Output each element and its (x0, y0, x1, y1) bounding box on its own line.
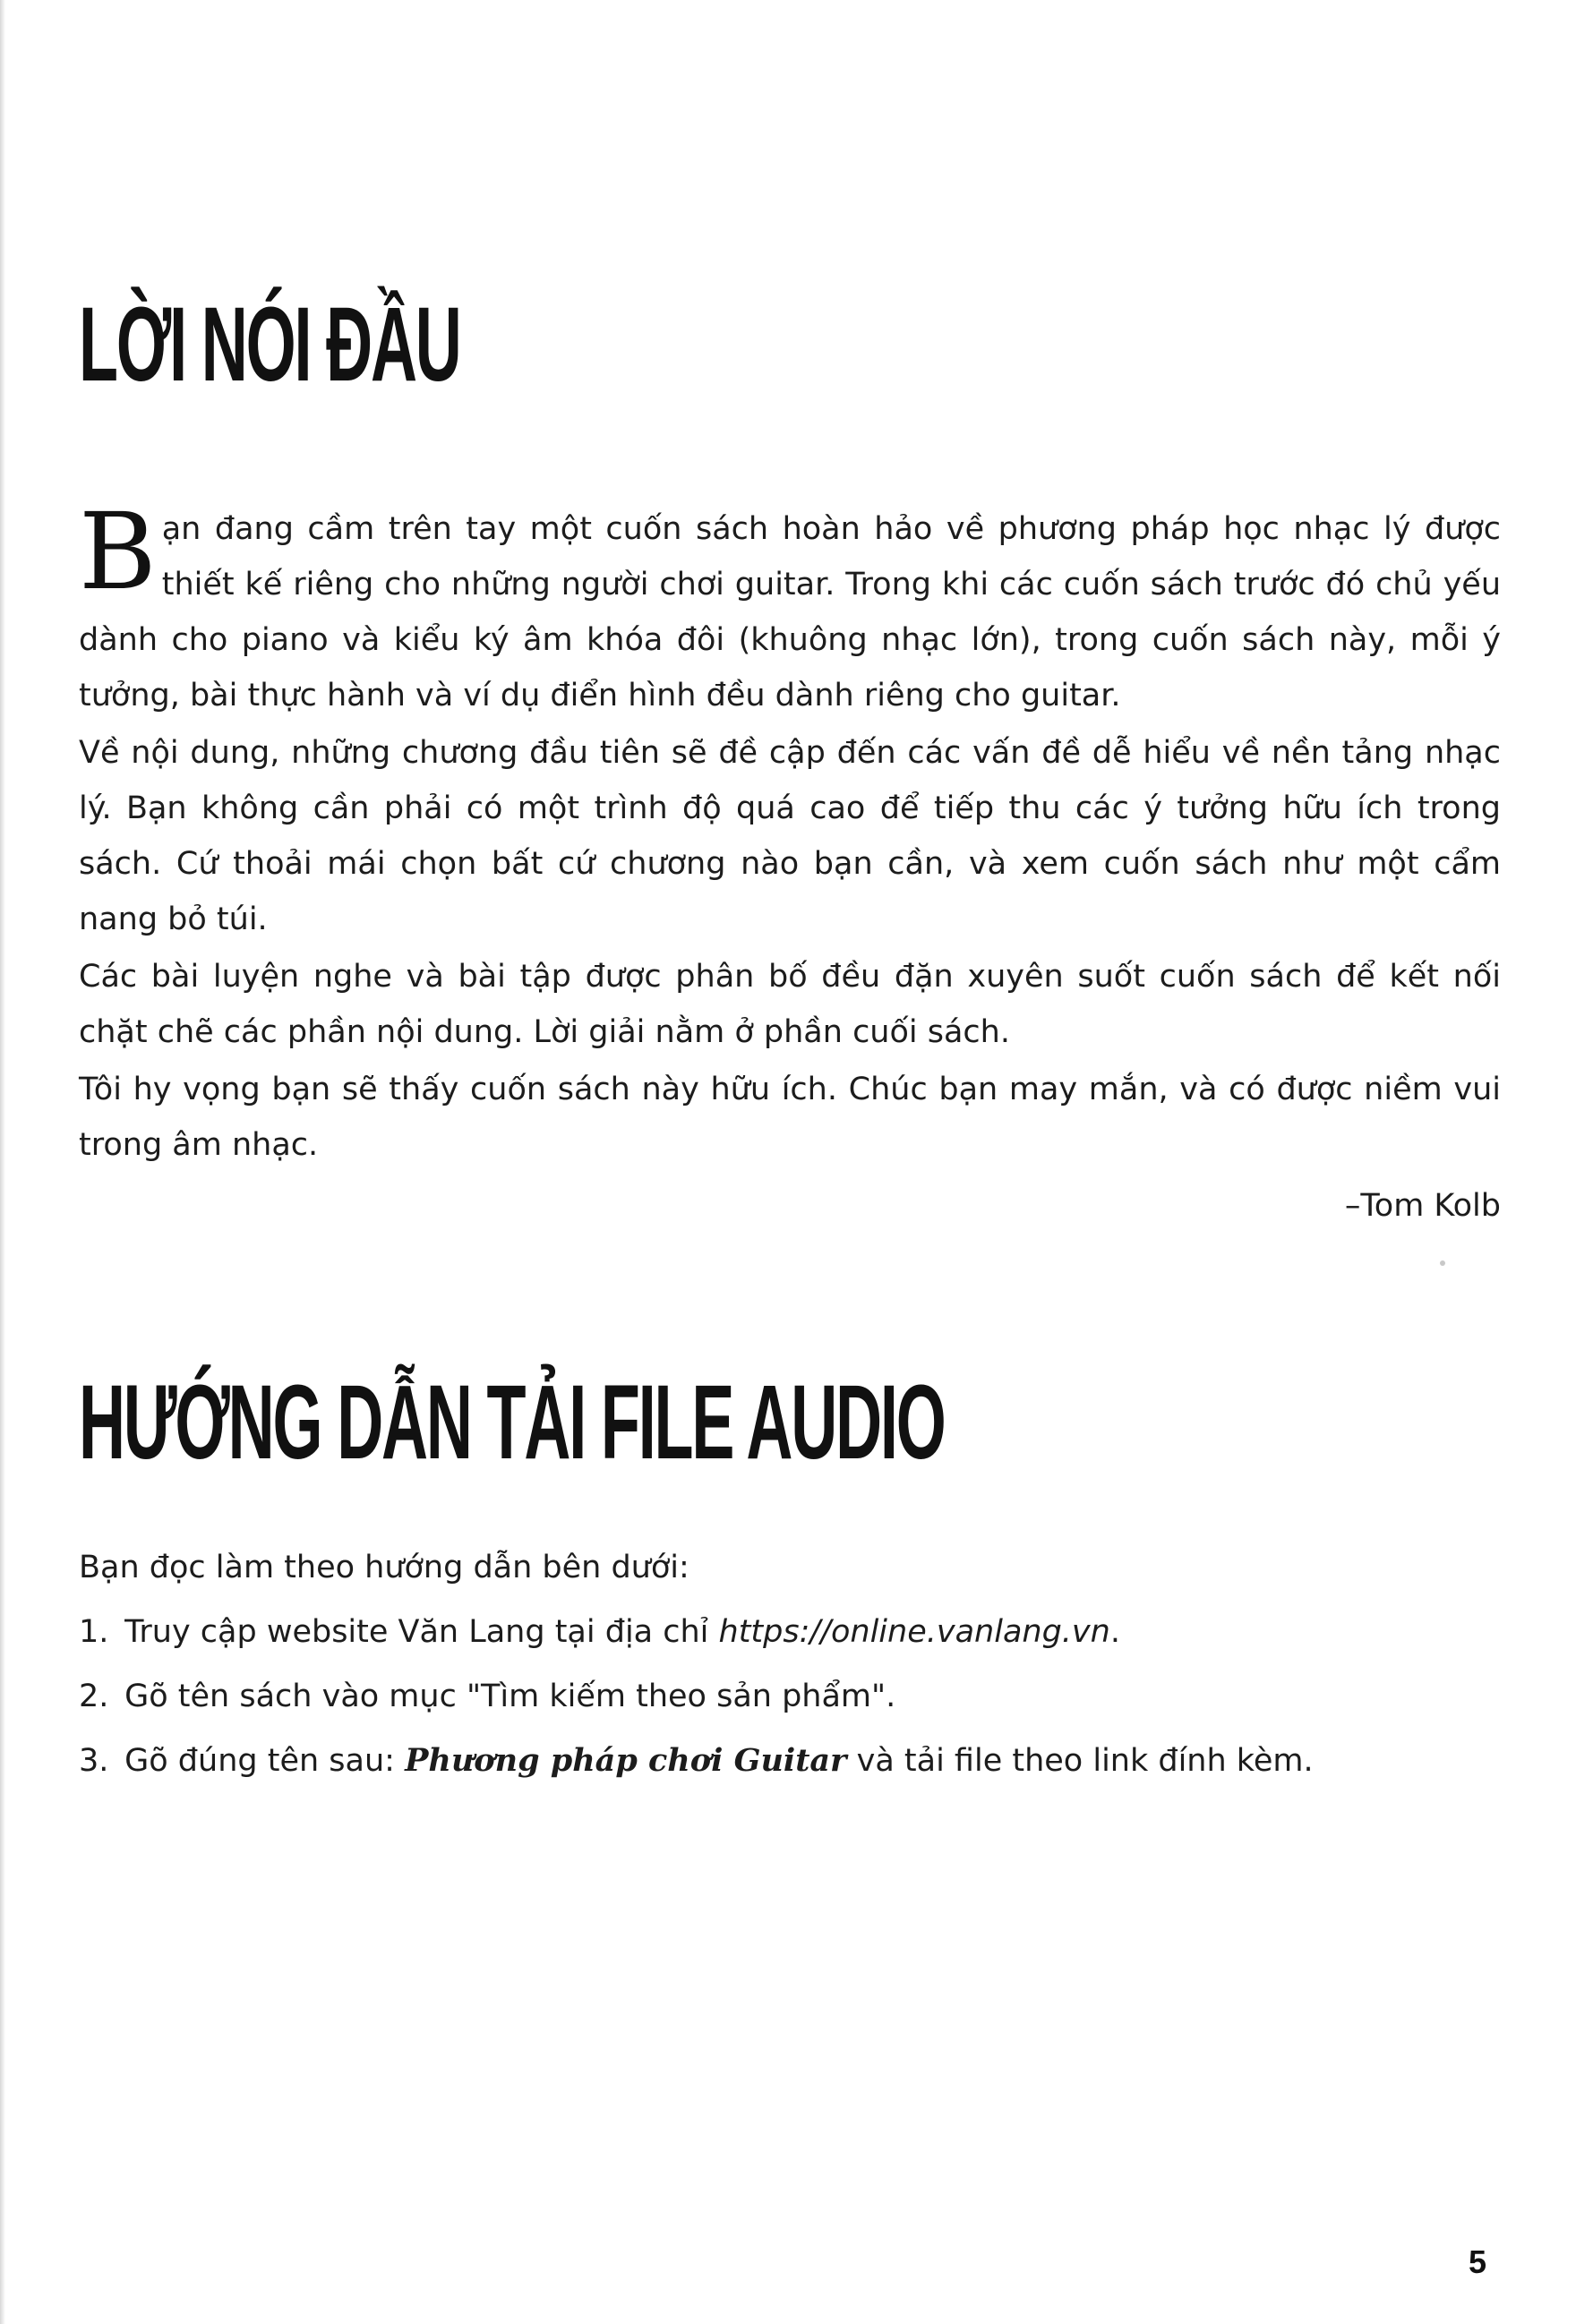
step-2-number: 2. (79, 1679, 109, 1714)
preface-paragraph-2: Về nội dung, những chương đầu tiên sẽ đề cập đến các vấn đề dễ hiểu về nền tảng nhạc lý. Bạn không cần phải có một trình độ quá cao để tiếp thu các ý tưởng hữu ích trong sách. Cứ thoải mái chọn bất cứ chương nào bạn cần, và xem cuốn sách như một cẩm nang bỏ túi. (79, 735, 1501, 937)
author-signature: –Tom Kolb (1344, 1188, 1501, 1224)
preface-paragraph-3: Các bài luyện nghe và bài tập được phân bố đều đặn xuyên suốt cuốn sách để kết nối chặt chẽ các phần nội dung. Lời giải nằm ở phần cuối sách. (79, 959, 1501, 1050)
step-1-number: 1. (79, 1614, 109, 1650)
page-edge-shadow (0, 0, 5, 2324)
step-1-end: . (1109, 1614, 1120, 1650)
step-2-text: Gõ tên sách vào mục "Tìm kiếm theo sản phẩm". (124, 1679, 896, 1714)
step-1-text: Truy cập website Văn Lang tại địa chỉ (124, 1614, 719, 1650)
preface-paragraph-1-text: ạn đang cầm trên tay một cuốn sách hoàn hảo về phương pháp học nhạc lý được thiết kế riêng cho những người chơi guitar. Trong khi các cuốn sách trước đó chủ yếu dành cho piano và kiểu ký âm khóa đôi (khuông nhạc lớn), trong cuốn sách này, mỗi ý tưởng, bài thực hành và ví dụ điển hình đều dành riêng cho guitar. (79, 511, 1501, 713)
step-3-end: và tải file theo link đính kèm. (846, 1743, 1314, 1779)
preface-paragraph-4: Tôi hy vọng bạn sẽ thấy cuốn sách này hữu ích. Chúc bạn may mắn, và có được niềm vui trong âm nhạc. (79, 1072, 1501, 1163)
audio-intro: Bạn đọc làm theo hướng dẫn bên dưới: (79, 1550, 690, 1585)
audio-step-2 (79, 1669, 1501, 1724)
audio-guide-body (79, 1540, 1501, 1798)
preface-body (79, 490, 1501, 1235)
drop-cap: B (79, 490, 157, 613)
preface-title: LỜI NÓI ĐẦU (79, 285, 460, 405)
audio-step-1 (79, 1604, 1501, 1660)
book-title: Phương pháp chơi Guitar (405, 1742, 847, 1779)
page-number: 5 (1468, 2243, 1486, 2280)
audio-guide-title: HƯỚNG DẪN TẢI FILE AUDIO (79, 1363, 945, 1482)
website-link[interactable]: https://online.vanlang.vn (718, 1614, 1110, 1650)
step-3-number: 3. (79, 1743, 109, 1779)
scan-speck (1440, 1260, 1445, 1266)
audio-step-3 (79, 1733, 1501, 1789)
step-3-text: Gõ đúng tên sau: (124, 1743, 406, 1779)
preface-paragraph-1 (79, 490, 1501, 723)
